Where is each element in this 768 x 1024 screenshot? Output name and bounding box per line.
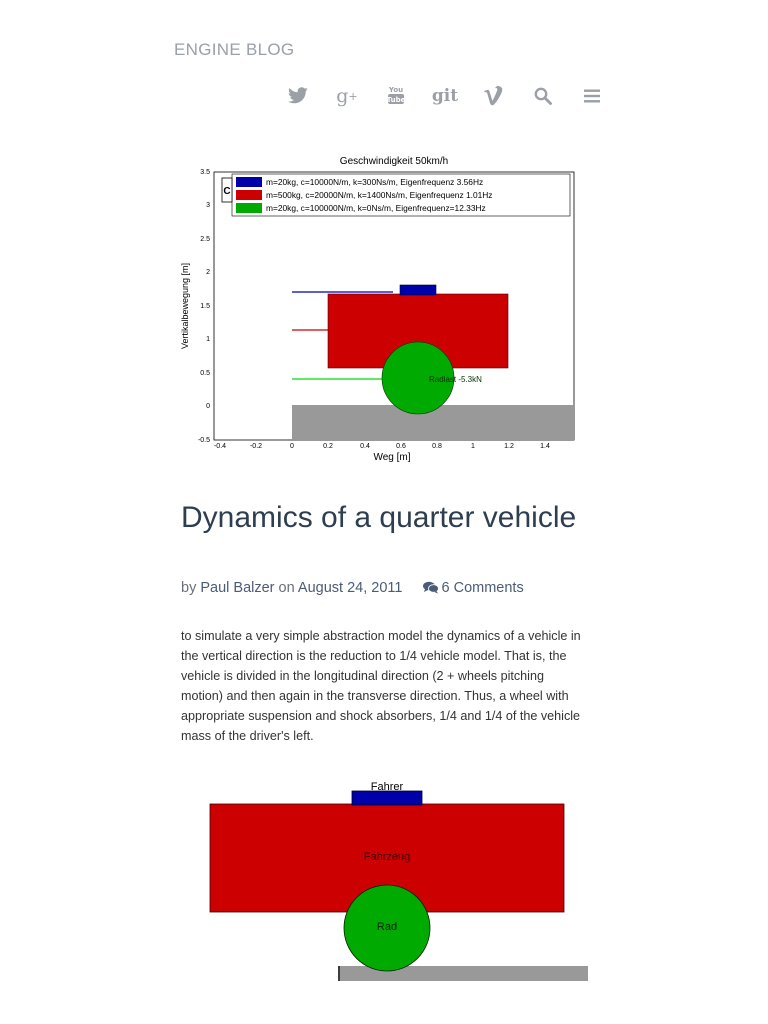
comments-count-label: 6 Comments [441, 580, 524, 596]
x-tick: 1 [471, 443, 475, 450]
post-title[interactable]: Dynamics of a quarter vehicle [181, 501, 577, 534]
y-tick: 2.5 [200, 236, 210, 243]
legend-logo-glyph: C [223, 186, 231, 197]
x-tick: 0.8 [432, 443, 442, 450]
legend-entry: m=20kg, c=10000N/m, k=300Ns/m, Eigenfrequenz 3.56Hz [266, 177, 484, 187]
driver-label: Fahrer [370, 781, 404, 793]
y-axis-label: Vertikalbewegung [m] [180, 262, 190, 350]
comments-link[interactable] [423, 580, 524, 596]
driver-block [352, 791, 422, 805]
x-axis-label: Weg [m] [373, 452, 411, 463]
x-tick: 0 [290, 443, 294, 450]
x-tick: 1.2 [504, 443, 514, 450]
search-icon[interactable] [532, 84, 554, 108]
svg-text:You: You [388, 86, 404, 94]
meta-on: on [278, 580, 295, 596]
vehicle-label: Fahrzeug [363, 851, 411, 863]
svg-text:Tube: Tube [387, 96, 405, 104]
legend-swatch-wheel [236, 203, 262, 213]
youtube-icon[interactable] [384, 84, 408, 108]
post-date-link[interactable]: August 24, 2011 [297, 580, 403, 596]
author-link[interactable]: Paul Balzer [200, 580, 275, 596]
x-tick: 0.4 [360, 443, 370, 450]
quarter-vehicle-plot-image [168, 148, 588, 468]
legend-entry: m=20kg, c=100000N/m, k=0Ns/m, Eigenfrequenz=12.33Hz [266, 203, 486, 213]
wheel-load-annotation: Radlast -5.3kN [429, 375, 482, 384]
wheel-label: Rad [376, 921, 398, 933]
y-tick: 1.5 [200, 303, 210, 310]
menu-icon[interactable] [581, 84, 603, 108]
y-tick: -0.5 [197, 437, 210, 444]
legend-swatch-driver [236, 177, 262, 187]
comments-icon [423, 581, 439, 594]
twitter-icon[interactable] [286, 84, 310, 108]
y-tick: 3.5 [200, 169, 210, 176]
x-tick: 1.4 [540, 443, 550, 450]
x-tick: 0.2 [323, 443, 333, 450]
vimeo-icon[interactable] [482, 84, 506, 108]
x-tick: -0.4 [213, 443, 227, 450]
post-body-paragraph: to simulate a very simple abstraction model the dynamics of a vehicle in the vertical direction is the reduction to 1/4 vehicle model. That is, the vehicle is divided in the longitudinal direction (2 + wheels pitching motion) and then again in the transverse direction. Thus, a wheel with appropriate suspension and shock absorbers, 1/4 and 1/4 of the vehicle mass of the driver's left. [181, 629, 581, 743]
y-tick: 0 [206, 403, 210, 410]
meta-by: by [181, 580, 197, 596]
google-plus-icon[interactable]: g + [336, 85, 358, 107]
github-icon[interactable]: git [431, 86, 459, 106]
post-meta [181, 580, 601, 596]
x-tick: -0.2 [249, 443, 263, 450]
y-tick: 0.5 [200, 370, 210, 377]
driver-rect [400, 285, 436, 295]
y-tick: 2 [206, 269, 210, 276]
y-tick: 1 [206, 336, 210, 343]
y-tick: 3 [206, 202, 210, 209]
site-title-link[interactable]: ENGINE BLOG [174, 40, 295, 59]
x-tick: 0.6 [396, 443, 406, 450]
social-icon-bar [280, 84, 610, 110]
plot-title: Geschwindigkeit 50km/h [339, 156, 449, 167]
legend-entry: m=500kg, c=20000N/m, k=1400Ns/m, Eigenfrequenz 1.01Hz [266, 190, 493, 200]
legend-swatch-body [236, 190, 262, 200]
quarter-vehicle-model-image [200, 770, 600, 990]
